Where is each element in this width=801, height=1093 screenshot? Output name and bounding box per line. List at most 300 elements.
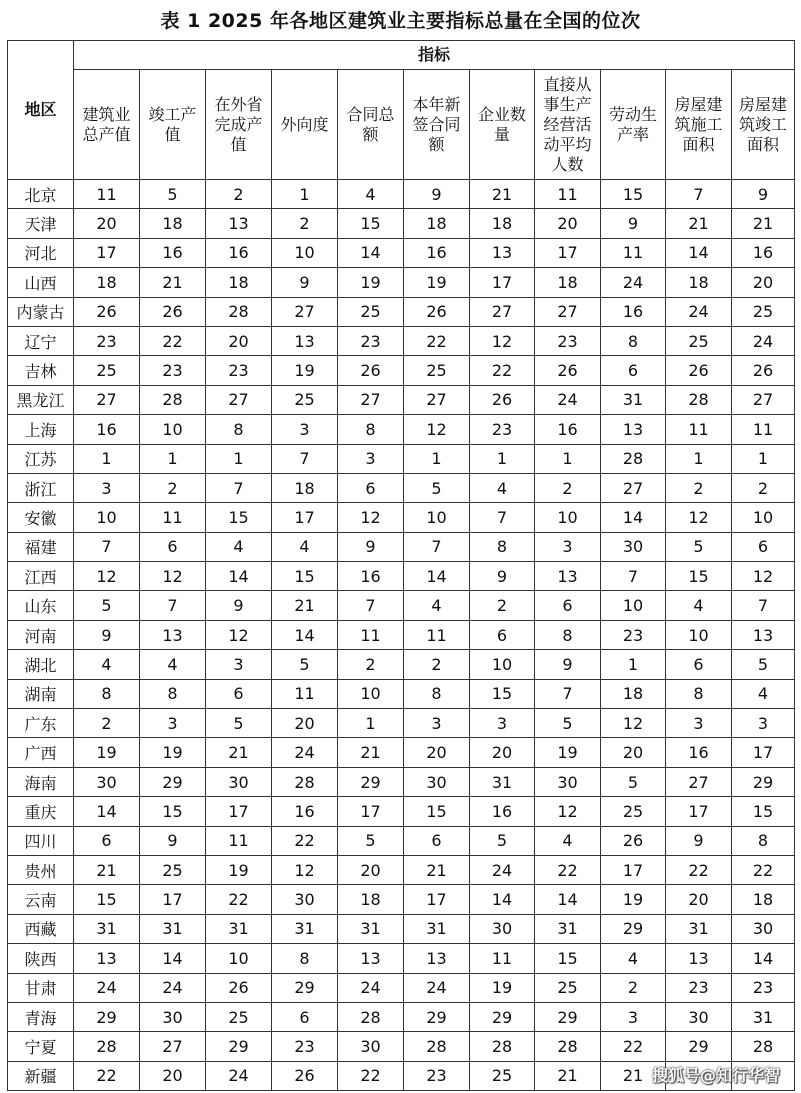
rank-cell: 29	[404, 1002, 470, 1031]
rank-cell: 27	[338, 385, 404, 414]
rank-cell: 3	[272, 415, 338, 444]
region-cell: 湖北	[8, 650, 74, 679]
rank-cell: 26	[601, 826, 666, 855]
rank-cell: 21	[338, 738, 404, 767]
region-cell: 辽宁	[8, 326, 74, 355]
rank-cell: 31	[470, 767, 535, 796]
rank-cell: 29	[206, 1032, 272, 1061]
region-cell: 山西	[8, 268, 74, 297]
rank-cell: 24	[404, 973, 470, 1002]
rank-cell: 26	[272, 1061, 338, 1090]
rank-cell: 13	[404, 944, 470, 973]
rank-cell: 7	[404, 532, 470, 561]
rank-cell: 24	[470, 855, 535, 884]
rank-cell: 12	[470, 326, 535, 355]
rank-cell: 23	[74, 326, 140, 355]
rank-cell: 9	[404, 180, 470, 209]
rank-cell: 2	[732, 473, 795, 502]
rank-cell: 25	[470, 1061, 535, 1090]
rank-cell: 27	[535, 297, 601, 326]
rank-cell: 21	[535, 1061, 601, 1090]
rank-cell: 20	[666, 885, 732, 914]
rank-cell: 20	[140, 1061, 206, 1090]
rank-cell: 12	[74, 562, 140, 591]
rank-cell: 1	[338, 709, 404, 738]
rank-cell: 8	[338, 415, 404, 444]
column-header: 建筑业总产值	[74, 70, 140, 180]
table-row	[8, 238, 795, 267]
table-row	[8, 385, 795, 414]
rank-cell: 14	[338, 238, 404, 267]
rank-cell: 8	[535, 620, 601, 649]
rank-cell: 24	[666, 297, 732, 326]
rank-cell: 12	[732, 562, 795, 591]
table-row	[8, 709, 795, 738]
rank-cell: 31	[74, 914, 140, 943]
rank-cell: 15	[74, 885, 140, 914]
region-cell: 宁夏	[8, 1032, 74, 1061]
rank-cell: 14	[666, 238, 732, 267]
rank-cell: 30	[470, 914, 535, 943]
rank-cell: 2	[338, 650, 404, 679]
rank-cell: 28	[666, 385, 732, 414]
rank-cell: 29	[732, 767, 795, 796]
rank-cell: 22	[535, 855, 601, 884]
rank-cell: 31	[140, 914, 206, 943]
table-row	[8, 209, 795, 238]
rank-cell: 16	[470, 797, 535, 826]
rank-cell: 22	[470, 356, 535, 385]
rank-cell: 1	[272, 180, 338, 209]
rank-cell: 16	[732, 238, 795, 267]
rank-cell: 1	[74, 444, 140, 473]
rank-cell: 31	[404, 914, 470, 943]
rank-cell: 8	[272, 944, 338, 973]
rank-cell: 1	[206, 444, 272, 473]
rank-cell: 20	[272, 709, 338, 738]
rank-cell: 22	[272, 826, 338, 855]
rank-cell: 23	[666, 973, 732, 1002]
rank-cell: 4	[272, 532, 338, 561]
rank-cell: 13	[74, 944, 140, 973]
rank-cell: 30	[535, 767, 601, 796]
rank-cell: 26	[404, 297, 470, 326]
region-cell: 广东	[8, 709, 74, 738]
rank-cell: 13	[666, 944, 732, 973]
rank-cell: 31	[601, 385, 666, 414]
rank-cell: 24	[206, 1061, 272, 1090]
rank-cell: 8	[404, 679, 470, 708]
rank-cell: 5	[74, 591, 140, 620]
rank-cell: 28	[74, 1032, 140, 1061]
rank-cell: 25	[206, 1002, 272, 1031]
rank-cell: 4	[470, 473, 535, 502]
rank-cell: 16	[74, 415, 140, 444]
rank-cell: 27	[666, 767, 732, 796]
rank-cell: 4	[601, 944, 666, 973]
rank-cell: 29	[338, 767, 404, 796]
rank-cell: 9	[732, 180, 795, 209]
region-cell: 内蒙古	[8, 297, 74, 326]
region-cell: 福建	[8, 532, 74, 561]
column-header: 外向度	[272, 70, 338, 180]
rank-cell: 23	[206, 356, 272, 385]
region-cell: 河南	[8, 620, 74, 649]
rank-cell: 7	[206, 473, 272, 502]
region-cell: 云南	[8, 885, 74, 914]
rank-cell: 17	[140, 885, 206, 914]
rank-cell: 1	[601, 650, 666, 679]
rank-cell: 3	[601, 1002, 666, 1031]
rank-cell: 25	[732, 297, 795, 326]
rank-cell: 11	[338, 620, 404, 649]
rank-cell: 26	[338, 356, 404, 385]
column-header: 竣工产值	[140, 70, 206, 180]
table-row	[8, 297, 795, 326]
rank-cell: 8	[601, 326, 666, 355]
rank-cell: 28	[272, 767, 338, 796]
rank-cell: 21	[470, 180, 535, 209]
rank-cell: 14	[74, 797, 140, 826]
rank-cell: 14	[601, 503, 666, 532]
rank-cell: 19	[338, 268, 404, 297]
rank-cell: 21	[140, 268, 206, 297]
rank-cell: 13	[535, 562, 601, 591]
rank-cell: 13	[470, 238, 535, 267]
rank-cell: 12	[404, 415, 470, 444]
rank-cell: 16	[338, 562, 404, 591]
column-header: 在外省完成产值	[206, 70, 272, 180]
rank-cell: 11	[666, 415, 732, 444]
rank-cell: 11	[470, 944, 535, 973]
rank-cell: 9	[272, 268, 338, 297]
rank-cell: 13	[338, 944, 404, 973]
rank-cell: 31	[732, 1002, 795, 1031]
rank-cell: 17	[666, 797, 732, 826]
rank-cell: 19	[206, 855, 272, 884]
rank-cell: 5	[470, 826, 535, 855]
rank-cell: 7	[666, 180, 732, 209]
rank-cell: 17	[601, 855, 666, 884]
rank-cell: 21	[601, 1061, 666, 1090]
rank-cell: 18	[666, 268, 732, 297]
rank-cell: 21	[666, 209, 732, 238]
table-row	[8, 973, 795, 1002]
rank-cell: 21	[206, 738, 272, 767]
rank-cell: 24	[74, 973, 140, 1002]
rank-cell: 4	[74, 650, 140, 679]
rank-cell: 12	[206, 620, 272, 649]
rank-cell: 16	[535, 415, 601, 444]
table-row	[8, 826, 795, 855]
region-cell: 江西	[8, 562, 74, 591]
rank-cell: 7	[338, 591, 404, 620]
rank-cell: 6	[206, 679, 272, 708]
rank-cell: 8	[732, 826, 795, 855]
rank-cell: 6	[601, 356, 666, 385]
rank-cell: 25	[140, 855, 206, 884]
rank-cell: 23	[404, 1061, 470, 1090]
rank-cell: 29	[535, 1002, 601, 1031]
rank-cell: 6	[666, 650, 732, 679]
rank-cell: 17	[535, 238, 601, 267]
rank-cell: 21	[74, 855, 140, 884]
rank-cell: 6	[140, 532, 206, 561]
rank-cell: 31	[666, 914, 732, 943]
rank-cell: 10	[272, 238, 338, 267]
rank-cell: 30	[338, 1032, 404, 1061]
rank-cell: 12	[140, 562, 206, 591]
rank-cell: 15	[338, 209, 404, 238]
rank-cell: 28	[601, 444, 666, 473]
table-row	[8, 473, 795, 502]
rank-cell: 4	[535, 826, 601, 855]
table-row	[8, 650, 795, 679]
rank-cell: 17	[470, 268, 535, 297]
rank-cell: 29	[140, 767, 206, 796]
region-cell: 天津	[8, 209, 74, 238]
rank-cell: 22	[732, 855, 795, 884]
table-row	[8, 444, 795, 473]
region-cell: 甘肃	[8, 973, 74, 1002]
rank-cell: 8	[666, 679, 732, 708]
rank-cell: 25	[535, 973, 601, 1002]
rank-cell: 10	[206, 944, 272, 973]
rank-cell: 30	[601, 532, 666, 561]
rank-cell: 6	[272, 1002, 338, 1031]
rank-cell: 5	[666, 532, 732, 561]
rank-cell: 12	[338, 503, 404, 532]
rank-cell: 14	[272, 620, 338, 649]
rank-cell: 25	[338, 297, 404, 326]
rank-cell: 21	[272, 591, 338, 620]
rank-cell: 2	[140, 473, 206, 502]
table-row	[8, 679, 795, 708]
rank-cell: 18	[140, 209, 206, 238]
rank-cell: 5	[535, 709, 601, 738]
rank-cell: 23	[338, 326, 404, 355]
rank-cell: 9	[206, 591, 272, 620]
rank-cell: 4	[140, 650, 206, 679]
table-row	[8, 855, 795, 884]
rank-cell: 9	[74, 620, 140, 649]
rank-cell: 10	[601, 591, 666, 620]
rank-cell: 13	[272, 326, 338, 355]
rank-cell: 26	[732, 356, 795, 385]
rank-cell: 1	[666, 444, 732, 473]
rank-cell: 3	[404, 709, 470, 738]
rank-cell: 1	[140, 444, 206, 473]
rank-cell: 3	[338, 444, 404, 473]
rank-cell: 15	[140, 797, 206, 826]
rank-cell: 2	[206, 180, 272, 209]
rank-cell: 18	[732, 885, 795, 914]
rank-cell: 28	[732, 1032, 795, 1061]
rank-cell: 7	[535, 679, 601, 708]
table-row	[8, 562, 795, 591]
rank-cell: 15	[272, 562, 338, 591]
rank-cell: 18	[601, 679, 666, 708]
region-cell: 陕西	[8, 944, 74, 973]
rank-cell: 31	[272, 914, 338, 943]
rank-cell: 6	[535, 591, 601, 620]
rank-cell: 19	[601, 885, 666, 914]
rank-cell: 10	[140, 415, 206, 444]
rank-cell: 23	[601, 620, 666, 649]
rank-cell: 13	[601, 415, 666, 444]
rank-cell: 17	[338, 797, 404, 826]
rank-cell: 18	[272, 473, 338, 502]
table-row	[8, 503, 795, 532]
rank-cell: 24	[272, 738, 338, 767]
rank-cell: 27	[74, 385, 140, 414]
rank-cell: 25	[666, 326, 732, 355]
rank-cell: 21	[404, 855, 470, 884]
rank-cell: 10	[74, 503, 140, 532]
rank-cell: 26	[206, 973, 272, 1002]
rank-cell: 1	[404, 444, 470, 473]
rank-cell: 6	[404, 826, 470, 855]
rank-cell: 20	[470, 738, 535, 767]
region-cell: 吉林	[8, 356, 74, 385]
rank-cell: 30	[140, 1002, 206, 1031]
rank-cell: 16	[272, 797, 338, 826]
rank-cell: 2	[74, 709, 140, 738]
rank-cell: 24	[140, 973, 206, 1002]
region-cell: 山东	[8, 591, 74, 620]
rank-cell: 4	[732, 679, 795, 708]
table-row	[8, 356, 795, 385]
rank-cell: 9	[535, 650, 601, 679]
rank-cell: 18	[470, 209, 535, 238]
rank-cell: 4	[666, 591, 732, 620]
rank-cell: 3	[74, 473, 140, 502]
rank-cell: 10	[404, 503, 470, 532]
rank-cell: 9	[666, 826, 732, 855]
rank-cell: 15	[470, 679, 535, 708]
rank-cell: 17	[74, 238, 140, 267]
rank-cell: 29	[74, 1002, 140, 1031]
rank-cell: 17	[206, 797, 272, 826]
rank-cell: 26	[74, 297, 140, 326]
rank-cell: 30	[732, 914, 795, 943]
rank-cell: 16	[666, 738, 732, 767]
rank-cell: 30	[404, 767, 470, 796]
rank-cell: 11	[74, 180, 140, 209]
table-row	[8, 914, 795, 943]
rank-cell: 27	[732, 385, 795, 414]
table-row	[8, 268, 795, 297]
rank-cell: 1	[470, 444, 535, 473]
rank-cell: 14	[206, 562, 272, 591]
rank-cell: 14	[140, 944, 206, 973]
rank-cell: 23	[470, 415, 535, 444]
rank-cell: 11	[140, 503, 206, 532]
region-cell: 上海	[8, 415, 74, 444]
rank-cell: 29	[470, 1002, 535, 1031]
rank-cell: 10	[666, 620, 732, 649]
rank-cell: 15	[535, 944, 601, 973]
rank-cell: 17	[404, 885, 470, 914]
table-row	[8, 1032, 795, 1061]
rank-cell: 18	[535, 268, 601, 297]
rank-cell: 22	[338, 1061, 404, 1090]
rank-cell: 30	[666, 1002, 732, 1031]
rank-cell: 12	[535, 797, 601, 826]
rank-cell: 18	[206, 268, 272, 297]
rank-cell: 23	[535, 326, 601, 355]
region-cell: 海南	[8, 767, 74, 796]
region-cell: 安徽	[8, 503, 74, 532]
rank-cell: 7	[272, 444, 338, 473]
rank-cell: 9	[601, 209, 666, 238]
column-header: 房屋建筑施工面积	[666, 70, 732, 180]
rank-cell: 16	[206, 238, 272, 267]
rank-cell: 27	[140, 1032, 206, 1061]
rank-cell: 4	[206, 532, 272, 561]
rank-cell: 3	[140, 709, 206, 738]
rank-cell: 14	[404, 562, 470, 591]
table-row	[8, 767, 795, 796]
rank-cell: 7	[140, 591, 206, 620]
region-cell: 西藏	[8, 914, 74, 943]
rank-cell: 27	[404, 385, 470, 414]
rank-cell: 30	[206, 767, 272, 796]
region-cell: 四川	[8, 826, 74, 855]
rank-cell: 27	[272, 297, 338, 326]
watermark: 搜狐号@知行华智	[652, 1066, 781, 1085]
rank-cell: 3	[666, 709, 732, 738]
rank-cell: 14	[470, 885, 535, 914]
rank-cell: 26	[470, 385, 535, 414]
region-cell: 浙江	[8, 473, 74, 502]
rank-cell: 9	[338, 532, 404, 561]
rank-cell: 3	[470, 709, 535, 738]
rank-cell: 2	[535, 473, 601, 502]
region-cell: 湖南	[8, 679, 74, 708]
rank-cell: 2	[666, 473, 732, 502]
rank-cell: 19	[140, 738, 206, 767]
table-title: 表 1 2025 年各地区建筑业主要指标总量在全国的位次	[160, 10, 641, 32]
region-column-header: 地区	[8, 41, 74, 180]
column-header: 本年新签合同额	[404, 70, 470, 180]
rank-cell: 20	[338, 855, 404, 884]
rank-cell: 5	[732, 650, 795, 679]
rank-cell: 24	[601, 268, 666, 297]
region-cell: 广西	[8, 738, 74, 767]
rank-cell: 22	[206, 885, 272, 914]
rank-cell: 31	[338, 914, 404, 943]
rank-cell: 12	[601, 709, 666, 738]
rank-cell: 13	[206, 209, 272, 238]
rank-cell: 4	[404, 591, 470, 620]
rank-cell: 22	[140, 326, 206, 355]
rank-cell: 22	[74, 1061, 140, 1090]
region-cell: 重庆	[8, 797, 74, 826]
rank-cell: 19	[404, 268, 470, 297]
rank-cell: 17	[272, 503, 338, 532]
rank-cell: 19	[74, 738, 140, 767]
rank-cell: 20	[206, 326, 272, 355]
rank-cell: 10	[535, 503, 601, 532]
indicator-group-header: 指标	[74, 41, 795, 70]
rank-cell: 22	[404, 326, 470, 355]
rank-cell: 11	[535, 180, 601, 209]
rank-cell: 2	[470, 591, 535, 620]
rank-cell: 29	[666, 1032, 732, 1061]
table-row	[8, 620, 795, 649]
table-row	[8, 1002, 795, 1031]
